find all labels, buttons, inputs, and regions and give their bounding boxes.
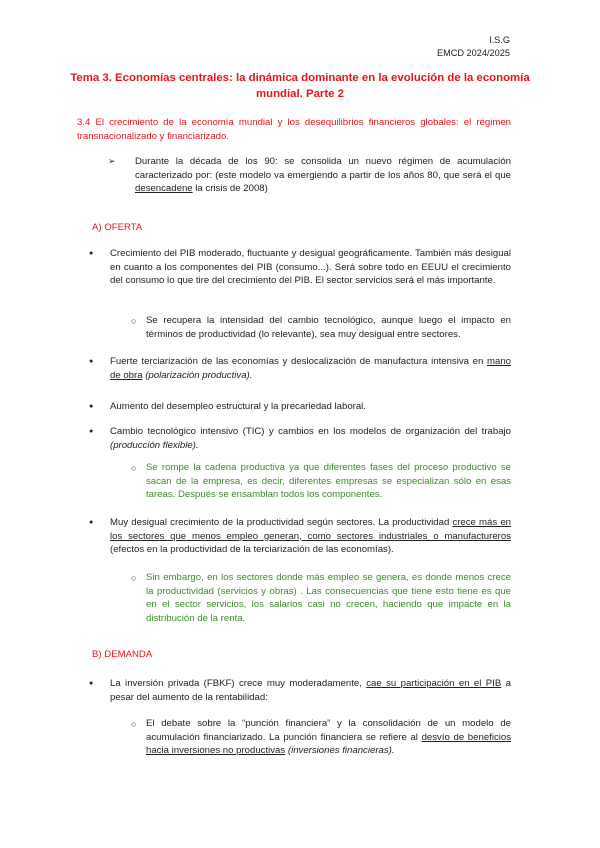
oferta-bullet-3: Aumento del desempleo estructural y la precariedad laboral. <box>110 401 366 412</box>
underlined-text: mano de obra <box>110 356 511 381</box>
text: Fuerte terciarización de las economías y deslocalización de manufactura intensiva en <box>110 356 487 367</box>
intro-text-end: la crisis de 2008) <box>192 183 268 195</box>
bullet-icon: ● <box>89 358 94 365</box>
oferta-bullet-2 <box>110 355 511 382</box>
text: La inversión privada (FBKF) crece muy moderadamente, <box>110 678 367 689</box>
demanda-bullet-1-sub <box>146 717 511 758</box>
intro-underlined: desencadene <box>135 183 193 195</box>
oferta-bullet-5 <box>110 516 511 557</box>
oferta-heading: A) OFERTA <box>92 222 143 233</box>
demanda-bullet-1 <box>110 677 511 704</box>
sub-bullet-icon: ○ <box>131 463 137 473</box>
text: (efectos en la productividad de la terciarización de las economías). <box>110 544 394 556</box>
demanda-heading: B) DEMANDA <box>92 649 153 660</box>
section-heading: 3.4 El crecimiento de la economía mundial y los desequilibrios financieros globales: el régimen transnacionalizado y financiarizado. <box>77 117 511 142</box>
intro-text: Durante la década de los 90: se consolida un nuevo régimen de acumulación caracterizado por: (este modelo va emergiendo a partir de los años 80, que será el que <box>135 156 511 181</box>
page-title: Tema 3. Economías centrales: la dinámica dominante en la evolución de la economía mundial. Parte 2 <box>70 72 530 100</box>
header-course: EMCD 2024/2025 <box>436 48 510 58</box>
sub-bullet-icon: ○ <box>131 573 137 583</box>
bullet-icon: ● <box>89 519 94 526</box>
text: Cambio tecnológico intensivo (TIC) y cambios en los modelos de organización del trabajo <box>110 426 511 437</box>
arrow-bullet-icon: ➢ <box>108 156 116 166</box>
bullet-icon: ● <box>89 403 94 410</box>
oferta-bullet-4-sub: Se rompe la cadena productiva ya que diferentes fases del proceso productivo se sacan de la empresa, es decir, diferentes empresas se especializan sólo en esas tareas. Después se ensamblan todos los componentes. <box>146 462 511 501</box>
text: a pesar del aumento de la rentabilidad: <box>110 678 511 703</box>
bullet-icon: ● <box>89 250 94 257</box>
bullet-icon: ● <box>89 428 94 435</box>
bullet-icon: ● <box>89 680 94 687</box>
oferta-bullet-1-sub: Se recupera la intensidad del cambio tecnológico, aunque luego el impacto en términos de productividad (lo relevante), sea muy desigual entre sectores. <box>146 315 511 340</box>
sub-bullet-icon: ○ <box>131 719 137 729</box>
text: El debate sobre la “punción financiera” y la consolidación de un modelo de acumulación financiarizado. La punción financiera se refiere al <box>146 718 511 743</box>
text: Muy desigual crecimiento de la productividad según sectores. La productividad <box>110 517 453 528</box>
oferta-bullet-4 <box>110 425 511 452</box>
underlined-text: cae su participación en el PIB <box>366 678 502 689</box>
italic-text: (inversiones financieras). <box>285 745 395 757</box>
oferta-bullet-5-sub: Sin embargo, en los sectores donde más empleo se genera, es donde menos crece la productividad (servicios y obras) . Las consecuencias que tiene esto tiene es que en el sector servicios, los salarios casi no crecen, haciendo que impacte en la distribución de la renta. <box>146 572 511 624</box>
underlined-text: desvío de beneficios hacia inversiones no productivas <box>146 731 512 757</box>
sub-bullet-icon: ○ <box>131 316 137 326</box>
underlined-text: crece más en los sectores que menos empleo generan, como sectores industriales o manufactureros <box>110 517 511 542</box>
italic-text: (producción flexible). <box>110 439 199 451</box>
italic-text: (polarización productiva). <box>142 369 253 381</box>
intro-paragraph <box>135 155 511 196</box>
header-initials: I.S.G <box>489 35 510 45</box>
oferta-bullet-1: Crecimiento del PIB moderado, fluctuante y desigual geográficamente. También más desigual en cuanto a los componentes del PIB (consumo...). Será sobre todo en EEUU el crecimiento del consumo lo que tire del crecimiento del PIB. El sector servicios será el más importante. <box>110 248 511 287</box>
